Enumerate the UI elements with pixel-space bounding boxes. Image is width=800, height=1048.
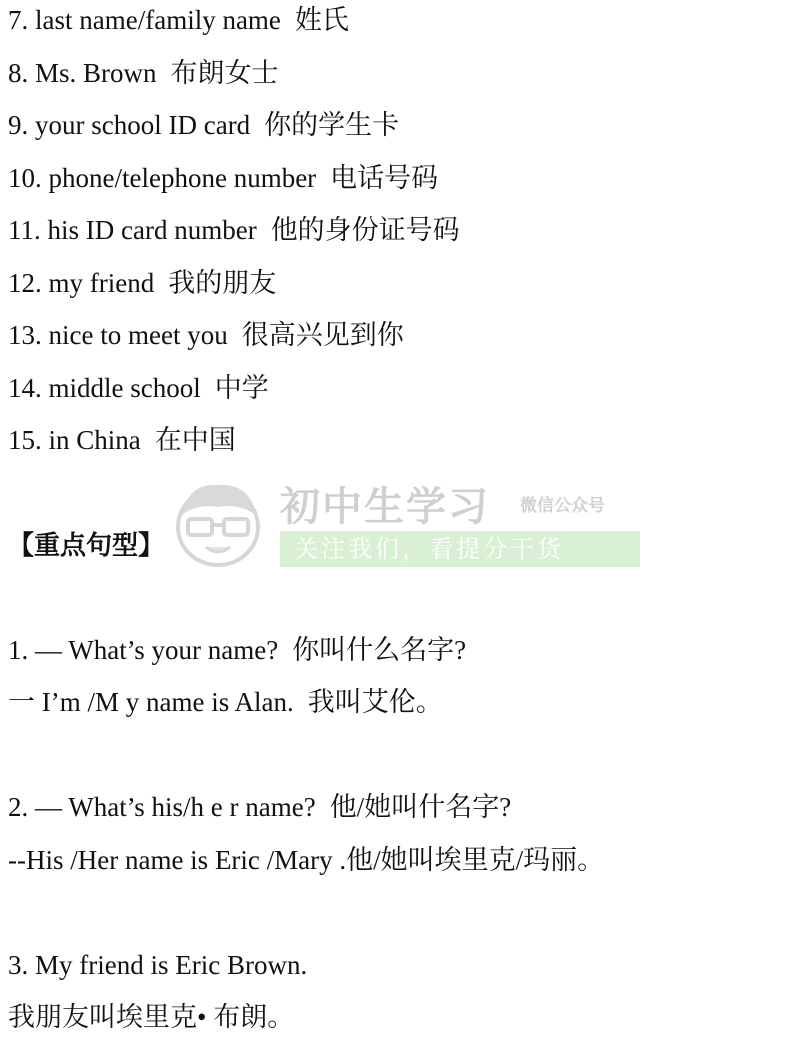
vocab-english: 14. middle school bbox=[8, 373, 201, 403]
vocab-english: 8. Ms. Brown bbox=[8, 58, 157, 88]
vocab-chinese: 很高兴见到你 bbox=[241, 320, 404, 350]
vocab-item bbox=[8, 370, 269, 406]
sentence-chinese: 他/她叫什名字? bbox=[329, 792, 512, 822]
sentence-english: 2. — What’s his/h e r name? bbox=[8, 792, 316, 822]
sentence-english: 一 I’m /M y name is Alan. bbox=[8, 687, 294, 717]
vocab-chinese: 你的学生卡 bbox=[264, 110, 400, 140]
vocab-item bbox=[8, 160, 438, 196]
vocab-item bbox=[8, 55, 279, 91]
cartoon-face-icon bbox=[168, 477, 268, 569]
watermark bbox=[168, 473, 648, 573]
vocab-english: 13. nice to meet you bbox=[8, 320, 228, 350]
watermark-slogan: 关注我们，看提分干货 bbox=[280, 531, 640, 567]
sentence-answer: 我朋友叫埃里克• 布朗。 bbox=[8, 1002, 295, 1032]
sentence-question bbox=[8, 789, 511, 825]
watermark-tag: 微信公众号 bbox=[520, 496, 605, 516]
vocab-english: 7. last name/family name bbox=[8, 5, 281, 35]
sentence-question: 3. My friend is Eric Brown. bbox=[8, 950, 308, 980]
vocab-item bbox=[8, 2, 349, 38]
vocab-chinese: 在中国 bbox=[154, 425, 236, 455]
vocab-item bbox=[8, 265, 276, 301]
vocab-chinese: 我的朋友 bbox=[168, 268, 277, 298]
vocab-english: 10. phone/telephone number bbox=[8, 163, 317, 193]
sentence-question bbox=[8, 632, 466, 668]
sentence-chinese: 我叫艾伦。 bbox=[307, 687, 443, 717]
vocab-chinese: 电话号码 bbox=[330, 163, 439, 193]
vocab-english: 11. his ID card number bbox=[8, 215, 257, 245]
vocab-chinese: 中学 bbox=[214, 373, 269, 403]
sentence-answer bbox=[8, 684, 443, 720]
watermark-title: 初中生学习 bbox=[280, 483, 490, 530]
vocab-item bbox=[8, 317, 404, 353]
vocab-item bbox=[8, 107, 399, 143]
vocab-english: 9. your school ID card bbox=[8, 110, 251, 140]
section-title: 【重点句型】 bbox=[8, 531, 165, 561]
sentence-answer: --His /Her name is Eric /Mary .他/她叫埃里克/玛丽。 bbox=[8, 845, 605, 875]
vocab-chinese: 他的身份证号码 bbox=[270, 215, 460, 245]
vocab-english: 12. my friend bbox=[8, 268, 155, 298]
vocab-chinese: 姓氏 bbox=[294, 5, 349, 35]
sentence-chinese: 你叫什么名字? bbox=[292, 635, 467, 665]
vocab-item bbox=[8, 422, 236, 458]
vocab-chinese: 布朗女士 bbox=[170, 58, 279, 88]
sentence-english: 1. — What’s your name? bbox=[8, 635, 279, 665]
vocab-item bbox=[8, 212, 460, 248]
vocab-english: 15. in China bbox=[8, 425, 141, 455]
